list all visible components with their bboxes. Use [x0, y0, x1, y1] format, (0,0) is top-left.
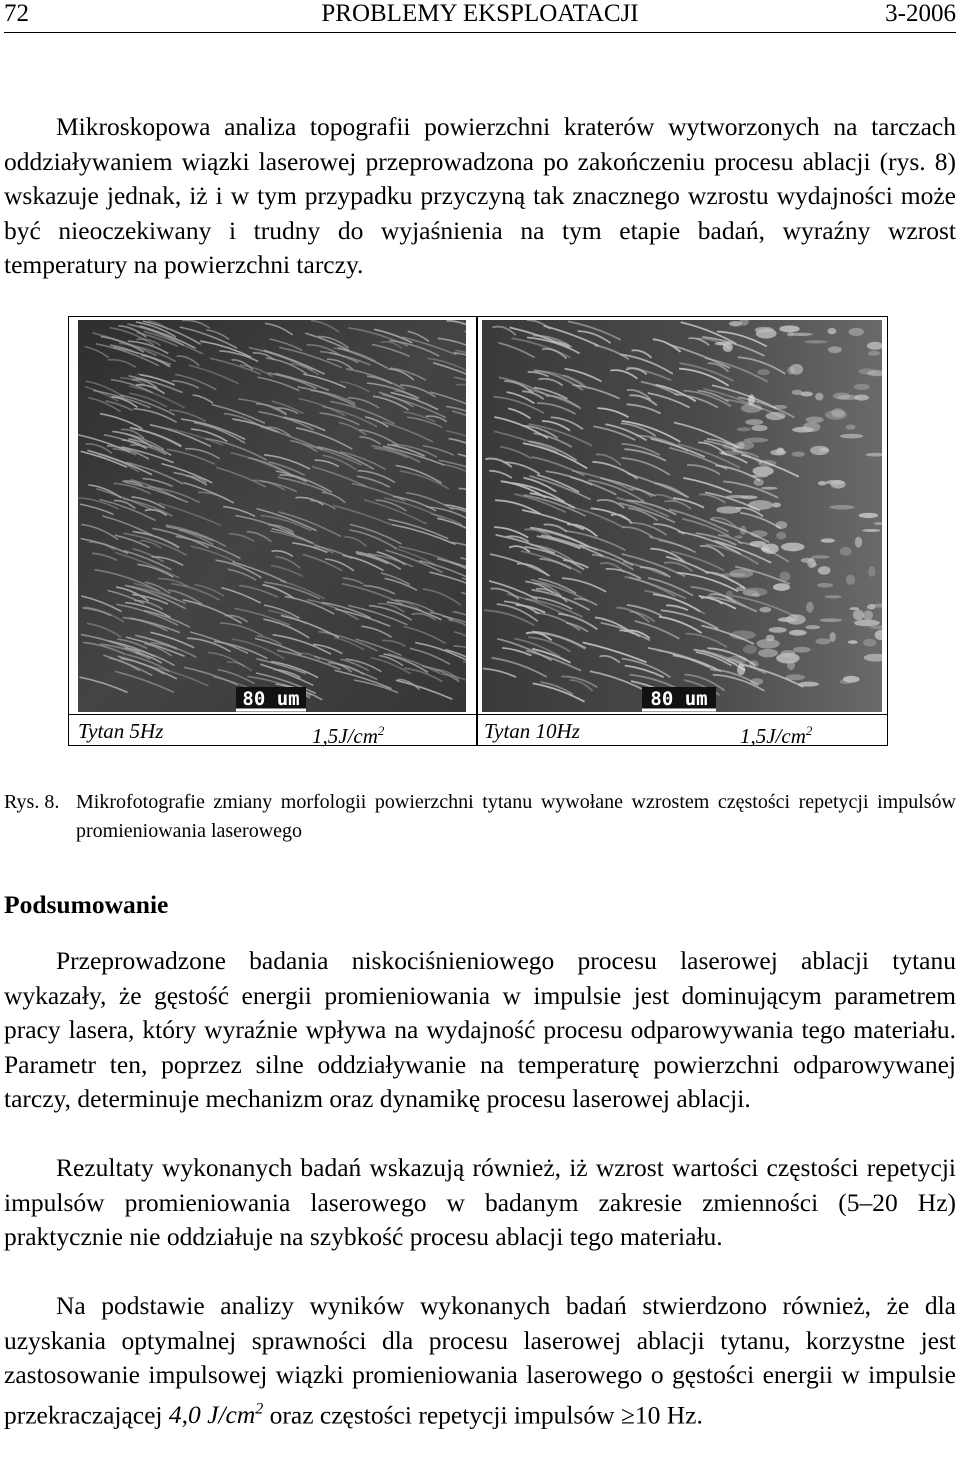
right-panel-fluence: $1,5J/cm^2$ — [740, 723, 813, 748]
page-number: 72 — [4, 0, 29, 27]
figure-caption-text: Mikrofotografie zmiany morfologii powierzchni tytanu wywołane wzrostem częstości repetycji impulsów promieniowania laserowego — [76, 791, 956, 842]
micrograph-right — [482, 320, 882, 712]
intro-paragraph: Mikroskopowa analiza topografii powierzchni kraterów wytworzonych na tarczach oddziaływaniem wiązki laserowej przeprowadzona po zakończeniu procesu ablacji (rys. 8) wskazuje jednak, iż i w tym przypadku przyczyną tak znacznego wzrostu wydajności może być nieoczekiwany i trudny do wyjaśnienia na tym etapie badań, wyraźny wzrost temperatury na powierzchni tarczy. — [4, 112, 956, 279]
section-title: Podsumowanie — [4, 890, 169, 919]
frequency-threshold: ≥10 Hz. — [620, 1400, 703, 1429]
figure-label: Rys. 8. — [4, 791, 60, 813]
left-panel-material: Tytan 5Hz — [78, 719, 164, 743]
issue-number: 3-2006 — [885, 0, 956, 27]
summary-paragraph-3: Na podstawie analizy wyników wykonanych badań stwierdzono również, że dla uzyskania optymalnej sprawności dla procesu laserowej ablacji tytanu, korzystne jest zastosowanie impulsowej wiązki promieniowania laserowego o gęstości energii w impulsie przekraczającej 4,0 $J/cm^2$ oraz częstości repetycji impulsów ≥10 Hz. — [4, 1291, 956, 1429]
summary-paragraph-1: Przeprowadzone badania niskociśnieniowego procesu laserowej ablacji tytanu wykazały, że gęstość energii promieniowania w impulsie jest dominującym parametrem pracy lasera, który wyraźnie wpływa na wydajność procesu odparowywania tego materiału. Parametr ten, poprzez silne oddziaływanie na temperaturę powierzchni odparowywanej tarczy, determinuje mechanizm oraz dynamikę procesu laserowej ablacji. — [4, 946, 956, 1113]
left-panel-fluence: $1,5J/cm^2$ — [312, 723, 385, 748]
micrograph-left — [78, 320, 466, 712]
fluence-threshold: 4,0 $J/cm^2$ — [168, 1400, 264, 1429]
figure-caption — [4, 788, 956, 846]
journal-title: PROBLEMY EKSPLOATACJI — [321, 0, 639, 27]
scale-bar-right: 80 um — [650, 688, 708, 710]
running-header — [4, 0, 956, 33]
right-panel-material: Tytan 10Hz — [484, 719, 580, 743]
scale-bar-left: 80 um — [242, 688, 300, 710]
figure-divider — [476, 316, 478, 746]
summary-paragraph-2: Rezultaty wykonanych badań wskazują również, iż wzrost wartości częstości repetycji impulsów promieniowania laserowego w badanym zakresie zmienności (5–20 Hz) praktycznie nie oddziałuje na szybkość procesu ablacji tego materiału. — [4, 1153, 956, 1251]
